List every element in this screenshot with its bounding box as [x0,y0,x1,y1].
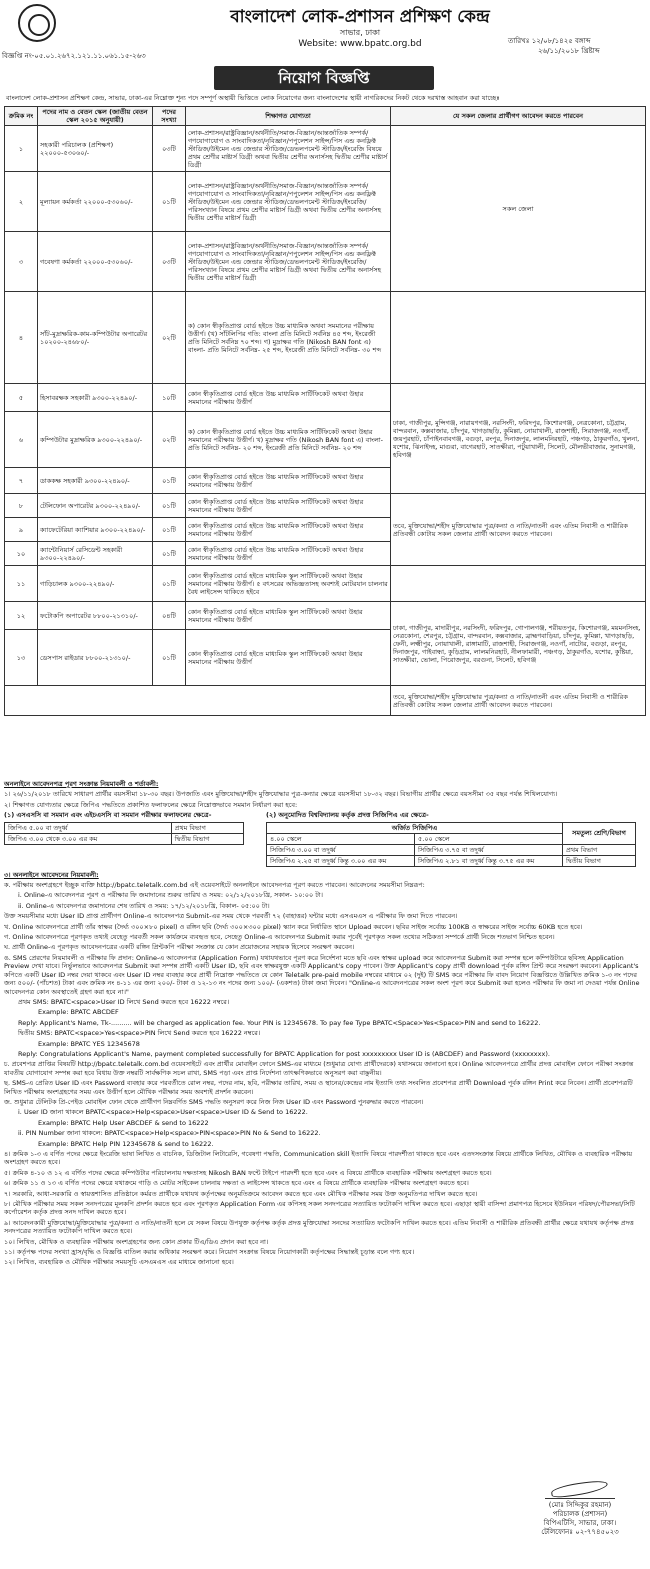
row-qualification: লোক-প্রশাসন/রাষ্ট্রবিজ্ঞান/অর্থনীতি/সমাজ-বিজ্ঞান/আন্তর্জাতিক সম্পর্ক/গণযোগাযোগ ও সাংবাদিকতা/নৃবিজ্ঞান/পপুলেশন সাইন্স/পিস এন্ড কনফ্লিক্ট স্টাডিজ/উইমেন এন্ড জেন্ডার স্টাডিজ/ডেভলপমেন্ট স্টাডিজ/ইংরেজি/পরিসংখ্যান বিষয়ে প্রথম শ্রেণীর মাষ্টার্স ডিগ্রী অথবা দ্বিতীয় শ্রেণীর অনার্সসহ দ্বিতীয় শ্রেণীর মাষ্টার্স ডিগ্রী [186,172,391,232]
ssc-hsc-table [4,822,244,845]
row-count: ০১টি [153,518,186,542]
date-bangla: ১২/০৮/১৪২৫ বঙ্গাব্দ [531,37,591,45]
header-districts: যে সকল জেলার প্রার্থীগণ আবেদন করতে পারবেন [391,107,646,126]
condition-5: ৫। ক্রমিক ৪-১০ ও ১২ এ বর্ণিত পদের ক্ষেত্রে কম্পিউটার পরিচালনায় দক্ষতাসহ Nikosh BAN ফন্টে টাইপে পারদর্শী হতে হবে এবং এ বিষয়ে প্রার্থীকে ব্যবহারিক পরীক্ষায় অংশগ্রহণ করতে হবে। [4,1168,492,1177]
organization-name: বাংলাদেশ লোক-প্রশাসন প্রশিক্ষণ কেন্দ্র [230,7,490,27]
rule-h-ii: ii. PIN Number জানা থাকলে: BPATC<space>Help<space>PIN<space>PIN No & Send to 16222. [18,1129,321,1138]
scale-cell: ৫.০০ স্কেলে [415,833,563,844]
row-count: ০২টি [153,412,186,468]
row-serial: ১০ [5,542,38,566]
vacancy-table [4,106,646,716]
table-row [5,126,646,172]
scale-cell: ৪.০০ স্কেলে [267,833,415,844]
row-qualification: কোন স্বীকৃতিপ্রাপ্ত বোর্ড হইতে মাধ্যমিক স্কুল সার্টিফিকেট অথবা উহার সমমানের পরীক্ষায় উত্তীর্ণ। ৫ বৎসরের অভিজ্ঞতাসহ অবশ্যই মোটরযান চালনার বৈধ লাইসেন্স থাকিতে হইবে [186,566,391,602]
row-qualification: কোন স্বীকৃতিপ্রাপ্ত বোর্ড হইতে উচ্চ মাধ্যমিক সার্টিফিকেট অথবা উহার সমমানের পরীক্ষায় উত্তীর্ণ [186,494,391,518]
condition-2: ২। শিক্ষাগত যোগ্যতার ক্ষেত্রে জিপিএ পদ্ধতিতে প্রকাশিত ফলাফলের ক্ষেত্রে নিম্নোক্তভাবে সমমান নির্ধারণ করা হবে: [4,800,298,809]
row-post: গবেষণা কর্মকর্তা ২২০০০-৫৩০৬০/- [38,232,153,292]
date-english: ২৬/১১/২০১৮ খ্রিষ্টাব্দ [538,47,600,55]
row-count: ১০টি [153,384,186,412]
cgpa-cell: সিজিপিএ ২.২৫ বা তদুর্ধ্ব কিন্তু ৩.০০ এর কম [267,855,415,866]
row-qualification: কোন স্বীকৃতিপ্রাপ্ত বোর্ড হইতে মাধ্যমিক স্কুল সার্টিফিকেট অথবা উহার সমমানের পরীক্ষায় উত্তীর্ণ [186,602,391,630]
row-qualification: কোন স্বীকৃতিপ্রাপ্ত বোর্ড হইতে উচ্চ মাধ্যমিক সার্টিফিকেট অথবা উহার সমমানের পরীক্ষায় উত্তীর্ণ [186,468,391,494]
date-label: তারিখঃ [508,37,530,45]
row-serial: ৩ [5,232,38,292]
notice-title: নিয়োগ বিজ্ঞপ্তি [214,66,434,90]
row-count: ০৩টি [153,126,186,172]
cgpa-cell: সিজিপিএ ৩.৭৫ বা তদুর্ধ্ব [415,844,563,855]
cgpa-block [266,811,636,866]
row-count: ০১টি [153,630,186,686]
rule-g: ছ. SMS-এ প্রেরিত User ID এবং Password ব্যবহার করে পরবর্তীতে রোল নম্বর, পদের নাম, ছবি, পরীক্ষার তারিখ, সময় ও স্থানের/কেন্দ্রের নাম ইত্যাদি তথ্য সংবলিত প্রবেশপত্র প্রার্থী Download পূর্বক রঙ্গিন Print করে নিবেন। প্রার্থী প্রবেশপত্রটি লিখিত পরীক্ষায় অংশগ্রহণের সময় এবং উত্তীর্ণ হলে মৌখিক পরীক্ষার সময় অবশ্যই প্রদর্শন করবেন। [4,1079,633,1096]
table-row [5,494,646,518]
row-serial: ১৩ [5,630,38,686]
bpatc-logo-icon [18,4,56,42]
website-text: Website: www.bpatc.org.bd [298,39,422,49]
grade-cell: জিপিএ ৩.০০ থেকে ৩.০০ এর কম [5,833,172,844]
gpa-tables [4,811,646,866]
row-serial: ৮ [5,494,38,518]
condition-4: ৪। ক্রমিক ১-৩ এ বর্ণিত পদের ক্ষেত্রে ইংরেজি ভাষা লিখিত ও বাচনিক, ডিজিটাল লিটারেসি, গবেষণা পদ্ধতি, Communication skill ইত্যাদি বিষয়ে পারদর্শীতা থাকতে হবে এবং এতদসংক্রান্ত বিষয়ে প্রার্থীকে লিখিত, মৌখিক ও ব্যবহারিক পরীক্ষায় অংশগ্রহণ করতে হবে। [4,1150,633,1167]
row-post: ডাককক্ষ সহকারী ৯৩০০-২২৪৯০/- [38,468,153,494]
row-qualification: কোন স্বীকৃতিপ্রাপ্ত বোর্ড হইতে উচ্চ মাধ্যমিক সার্টিফিকেট অথবা উহার সমমানের পরীক্ষায় উত্তীর্ণ [186,542,391,566]
row-count: ০১টি [153,542,186,566]
rule-f: চ. প্রবেশপত্র প্রাপ্তির বিষয়টি http://bpatc.teletalk.com.bd ওয়েবসাইটে এবং প্রার্থীর মোবাইল ফোনে SMS-এর মাধ্যমে (শুধুমাত্র যোগ্য প্রার্থীদেরকে) যথাসময়ে জানানো হবে। Online আবেদনপত্রে প্রার্থীর প্রদত্ত মোবাইল ফোনে পরীক্ষা সংক্রান্ত যাবতীয় যোগাযোগ সম্পন্ন করা হবে বিধায় উক্ত নম্বরটি সার্বক্ষণিক সচল রাখা, SMS পড়া এবং প্রাপ্ত নির্দেশনা তাৎক্ষণিকভাবে অনুসরণ করা বাঞ্ছনীয়। [4,1060,634,1077]
row-serial: ৭ [5,468,38,494]
row-qualification: কোন স্বীকৃতিপ্রাপ্ত বোর্ড হইতে উচ্চ মাধ্যমিক সার্টিফিকেট অথবা উহার সমমানের পরীক্ষায় উত্তীর্ণ [186,384,391,412]
row-serial: ৫ [5,384,38,412]
conditions-section [4,780,646,1269]
table-header-row [5,107,646,126]
row-post: হিসাবরক্ষক সহকারী ৯৩০০-২২৪৯০/- [38,384,153,412]
rule-d: ঘ. প্রার্থী Online-এ পূরণকৃত আবেদনপত্রের একটি রঙ্গিন প্রিন্টকপি পরীক্ষা সংক্রান্ত যে কোন প্রয়োজনের সহায়ক হিসেবে সংরক্ষণ করবেন। [4,943,355,952]
empty-row-cell [5,686,391,716]
sms1-example: Example: BPATC ABCDEF [38,1008,119,1017]
row-count: ০১টি [153,172,186,232]
row-qualification: লোক-প্রশাসন/রাষ্ট্রবিজ্ঞান/অর্থনীতি/সমাজ-বিজ্ঞান/আন্তর্জাতিক সম্পর্ক/গণযোগাযোগ ও সাংবাদিকতা/নৃবিজ্ঞান/পপুলেশন সাইন্স/পিস এন্ড কনফ্লিক্ট স্টাডিজ/উইমেন এন্ড জেন্ডার স্টাডিজ/ডেভলপমেন্ট স্টাডিজ/ইংরেজি/পরিসংখ্যান বিষয়ে প্রথম শ্রেণীর মাষ্টার্স ডিগ্রী অথবা দ্বিতীয় শ্রেণীর অনার্সসহ দ্বিতীয় শ্রেণীর মাষ্টার্স ডিগ্রী [186,232,391,292]
cgpa-head: অর্জিত সিজিপিএ [267,822,563,833]
row-serial: ৬ [5,412,38,468]
table-row [5,833,244,844]
row-serial: ২ [5,172,38,232]
row-post: গাড়িচালক ৯৩০০-২২৪৯০/- [38,566,153,602]
condition-12: ১২। লিখিত, ব্যবহারিক ও মৌখিক পরীক্ষার সময়সূচি এসএমএস এর মাধ্যমে জানানো হবে। [4,1258,234,1267]
division-cell: প্রথম বিভাগ [563,844,636,855]
empty-district-cell [391,566,646,602]
row-serial: ৪ [5,292,38,384]
sms1-reply: Reply: Applicant's Name, Tk-.......... will be charged as application fee. Your PIN is 12345678. To pay fee Type BPATC<Space>Yes<Space>PIN and send to 16222. [18,1018,541,1027]
intro-text: বাংলাদেশ লোক-প্রশাসন প্রশিক্ষণ কেন্দ্র, সাভার, ঢাকা-এর নিম্নোক্ত শূন্য পদে সম্পূর্ণ অস্থায়ী ভিত্তিতে লোক নিয়োগের জন্য বাংলাদেশের স্থায়ী নাগরিকদের নিকট থেকে দরখাস্ত আহবান করা যাচ্ছেঃ [6,94,500,102]
table-row [5,686,646,716]
condition-8: ৮। মৌখিক পরীক্ষার সময় সকল সনদপত্রের মূলকপি প্রদর্শন করতে হবে এবং পূরণকৃত Application Form এর কপিসহ সকল সনদপত্রের সত্যায়িত ফটোকপি দাখিল করতে হবে। এছাড়া স্থায়ী বাসিন্দা প্রমাণপত্র হিসেবে ইউনিয়ন পরিষদ/পৌরসভা/সিটি কর্পোরেশন কর্তৃক প্রদত্ত সনদ দাখিল করতে হবে। [4,1200,635,1217]
table-row [5,384,646,412]
row-qualification: ক) কোন স্বীকৃতিপ্রাপ্ত বোর্ড হইতে উচ্চ মাধ্যমিক সার্টিফিকেট অথবা উহার সমমানের পরীক্ষায় উত্তীর্ণ। খ) মুদ্রাক্ষর গতি (Nikosh BAN font এ) বাংলা- প্রতি মিনিটে সর্বনিম্ন- ২০ শব্দ, ইংরেজী প্রতি মিনিটে সর্বনিম্ন- ২০ শব্দ [186,412,391,468]
sms2-example: Example: BPATC YES 12345678 [38,1039,140,1048]
ssc-hsc-title: (১) এসএসসি বা সমমান এবং এইচএসসি বা সমমান পরীক্ষার ফলাফলের ক্ষেত্রে- [4,811,212,820]
district-quota-b: তবে, মুক্তিযোদ্ধা/শহীদ মুক্তিযোদ্ধার পুত্র/কন্যা ও নাতি/নাতনী এবং এতিম নিবাসী ও শারীরিক প্রতিবন্ধী কোটায় সকল জেলার প্রার্থী আবেদন করতে পারবেন। [391,686,646,716]
row-qualification: কোন স্বীকৃতিপ্রাপ্ত বোর্ড হইতে মাধ্যমিক স্কুল সার্টিফিকেট অথবা উহার সমমানের পরীক্ষায় উত্তীর্ণ [186,630,391,686]
condition-11: ১১। কর্তৃপক্ষ পদের সংখ্যা হ্রাস/বৃদ্ধি ও বিজ্ঞপ্তি বাতিল করার অধিকার সংরক্ষণ করে। নিয়োগ সংক্রান্ত বিষয়ে নিয়োগকারী কর্তৃপক্ষের সিদ্ধান্তই চূড়ান্ত বলে গণ্য হবে। [4,1248,415,1257]
header-count: পদের সংখ্যা [153,107,186,126]
signature-icon [545,1480,615,1499]
rule-c: গ. Online আবেদনপত্রে পূরণকৃত তথ্যই যেহেতু পরবর্তী সকল কার্যক্রমে ব্যবহৃত হবে, সেহেতু Online-এ আবেদনপত্র Submit করার পূর্বেই পূরণকৃত সকল তথ্যের সঠিকতা সম্পর্কে প্রার্থী নিজে শতভাগ নিশ্চিত হবেন। [4,933,555,942]
rule-a-start: i. Online-এ আবেদনপত্র পূরণ ও পরীক্ষার ফি জমাদানের শুরুর তারিখ ও সময়: ০২/১২/২০১৮খ্রি, সকাল- ১০:০০ টা। [18,891,323,900]
row-post: সাঁট-মুদ্রাক্ষরিক-কাম-কম্পিউটার অপারেটর ১০২০০-২৪৬৮০/- [38,292,153,384]
table-row [5,292,646,384]
row-qualification: কোন স্বীকৃতিপ্রাপ্ত বোর্ড হইতে উচ্চ মাধ্যমিক সার্টিফিকেট অথবা উহার সমমানের পরীক্ষায় উত্তীর্ণ [186,518,391,542]
ssc-hsc-block [4,811,254,866]
row-qualification: ক) কোন স্বীকৃতিপ্রাপ্ত বোর্ড হইতে উচ্চ মাধ্যমিক অথবা সমমানের পরীক্ষায় উত্তীর্ণ। (খ) সাঁটলিপির গতি: বাংলা প্রতি মিনিটে সর্বনিম্ন ৪৫ শব্দ, ইংরেজী প্রতি মিনিটে সর্বনিম্ন ৭০ শব্দ। গ) মুদ্রাক্ষর গতি (Nikosh BAN font এ) বাংলা- প্রতি মিনিটে সর্বনিম্ন- ২৫ শব্দ, ইংরেজী প্রতি মিনিটে সর্বনিম্ন- ৩০ শব্দ [186,292,391,384]
row-serial: ১ [5,126,38,172]
sms2-reply: Reply: Congratulations Applicant's Name, payment completed successfully for BPATC Application for post xxxxxxxxx User ID is (ABCDEF) and Password (xxxxxxxx). [18,1049,550,1058]
row-post: সহকারী পরিচালক (প্রশিক্ষণ) ২২০০০-৫৩০৬০/- [38,126,153,172]
cgpa-cell: সিজিপিএ ৩.০০ বা তদুর্ধ্ব [267,844,415,855]
row-post: টেলিফোন অপারেটর ৯৩০০-২২৪৯০/- [38,494,153,518]
equivalent-head: সমতুল্য শ্রেণি/বিভাগ [563,822,636,844]
condition-9: ৯। আবেদনকারী মুক্তিযোদ্ধা/মুক্তিযোদ্ধার পুত্র/কন্যা ও নাতি/নাতনী হলে যে সকল বিষয়ে উপযুক্ত কর্তৃপক্ষ কর্তৃক প্রদত্ত মুক্তিযোদ্ধা সনদের সত্যায়িত ফটোকপি দাখিল করতে হবে। এতিম নিবাসী ও শারীরিক প্রতিবন্ধী প্রার্থীর ক্ষেত্রে যথাযথ কর্তৃপক্ষ প্রদত্ত সনদপত্রের সত্যায়িত ফটোকপি দাখিল করতে হবে। [4,1218,634,1236]
rule-e: ঙ. SMS প্রেরণের নিয়মাবলী ও পরীক্ষার ফি প্রদান: Online-এ আবেদনপত্র (Application Form) যথাযথভাবে পূরণ করে নির্দেশনা মতে ছবি এবং স্বাক্ষর upload করে আবেদনপত্র Submit করা সম্পন্ন হলে কম্পিউটারে ছবিসহ Application Preview দেখা যাবে। নির্ভুলভাবে আবেদনপত্র Submit করা সম্পন্ন প্রার্থী একটি User ID, ছবি এবং স্বাক্ষরযুক্ত একটি Applicant's copy পাবেন। উক্ত Applicant's copy প্রার্থী download পূর্বক রঙ্গিন প্রিন্ট করে সংরক্ষণ করবেন। Applicant's কপিতে একটি User ID নম্বর দেয়া থাকবে এবং User ID নম্বর ব্যবহার করে প্রার্থী নিম্নোক্ত পদ্ধতিতে যে কোন Teletalk pre-paid mobile নম্বরের মাধ্যমে ০২ (দুই) টি SMS করে পরীক্ষার ফি বাবদ নিয়োগ বিজ্ঞপ্তিতে উল্লিখিত ক্রমিক ১-৩ নং পদের জন্য ৫০০/- (পাঁচশত) টাকা এবং ক্রমিক নং ৪-১১ এর জন্য ২০০/- টাকা ও ১২-১৩ নং পদের জন্য ১০০/- (একশত) টাকা জমা দিবেন। "Online-এ আবেদনপত্রের সকল অংশ পূরণ করে Submit করা হলেও পরীক্ষার ফি জমা না দেওয়া পর্যন্ত Online আবেদনপত্র কোন অবস্থাতেই গ্রহণ করা হবে না।" [4,953,640,996]
row-post: ফটোকপি অপারেটর ৮৮০০-২১৩১০/- [38,602,153,630]
district-all-cell: সকল জেলা [391,126,646,292]
row-post: মূল্যায়ন কর্মকর্তা ২২০০০-৫৩০৬০/- [38,172,153,232]
rule-h: জ. শুধুমাত্র টেলিটক প্রি-পেইড মোবাইল ফোন থেকে প্রার্থীগণ নিম্নবর্ণিত SMS পদ্ধতি অনুসরণ করে নিজ নিজ User ID এবং Password পুনরুদ্ধার করতে পারবেন। [4,1097,424,1106]
organization-city: সাভার, ঢাকা [339,28,381,37]
row-count: ০২টি [153,292,186,384]
row-post: কম্পিউটার মুদ্রাক্ষরিক ৯৩০০-২২৪৯০/- [38,412,153,468]
row-count: ০১টি [153,468,186,494]
table-row [267,844,636,855]
sms2-label: দ্বিতীয় SMS: BPATC<space>Yes<space>PIN লিখে Send করতে হবে 16222 নম্বরে। [18,1029,261,1038]
rule-h-ii-example: Example: BPATC Help PIN 12345678 & send to 16222. [38,1139,214,1148]
condition-1: ১। ২৬/১১/২০১৮ তারিখে সাধারণ প্রার্থীর বয়সসীমা ১৮-৩০ বছর। উপজাতি এবং মুক্তিযোদ্ধা/শহীদ মুক্তিযোদ্ধার পুত্র-কন্যার ক্ষেত্রে বয়সসীমা ১৮-৩২ বছর। বিভাগীয় প্রার্থীর ক্ষেত্রে বয়সসীমা ৩৫ বছর পর্যন্ত শিথিলযোগ্য। [4,790,558,799]
date-block [508,36,600,56]
rule-a-end: ii. Online-এ আবেদনপত্র জমাদানের শেষ তারিখ ও সময়: ১৭/১২/২০১৮খ্রি, বিকাল- ০৫:০০ টা। [18,901,270,910]
division-cell: দ্বিতীয় বিভাগ [563,855,636,866]
signatory-org: বিপিএটিসি, সাভার, ঢাকা। [543,1519,617,1527]
rule-h-i: i. User ID জানা থাকলে BPATC<space>Help<space>User<space>User ID & Send to 16222. [18,1108,308,1117]
row-count: ০১টি [153,494,186,518]
table-row [5,566,646,602]
header-qualification: শিক্ষাগত যোগ্যতা [186,107,391,126]
rule-b: খ. Online আবেদনপত্রে প্রার্থী তাঁর স্বাক্ষর (দৈর্ঘ্য ৩০০×৮০ pixel) ও রঙ্গিন ছবি (দৈর্ঘ্য ৩০০×৩০০ pixel) স্ক্যান করে নির্ধারিত স্থানে Upload করবেন। ছবির সাইজ সর্বোচ্চ 100KB ও স্বাক্ষরের সাইজ সর্বোচ্চ 60KB হতে হবে। [4,922,583,931]
application-rules-heading: ৩। অনলাইনে আবেদনের নিয়মাবলী: [4,870,99,879]
table-row [267,822,636,833]
condition-7: ৭। সরকারি, আধা-সরকারি ও স্বায়ত্তশাসিত প্রতিষ্ঠানে কর্মরত প্রার্থীকে যথাযথ কর্তৃপক্ষের অনুমতিক্রমে আবেদন করতে হবে এবং মৌখিক পরীক্ষার সময় উক্ত অনুমতিপত্র দাখিল করতে হবে। [4,1189,478,1198]
district-quota-a: তবে, মুক্তিযোদ্ধা/শহীদ মুক্তিযোদ্ধার পুত্র/কন্যা ও নাতি/নাতনী এবং এতিম নিবাসী ও শারীরিক প্রতিবন্ধী কোটায় সকল জেলার প্রার্থী আবেদন করতে পারবেন। [391,494,646,566]
header-post: পদের নাম ও বেতন স্কেল (জাতীয় বেতন স্কেল ২০১৫ অনুযায়ী) [38,107,153,126]
rule-h-i-example: Example: BPATC Help User ABCDEF & send to 16222 [38,1118,209,1127]
row-qualification: লোক-প্রশাসন/রাষ্ট্রবিজ্ঞান/অর্থনীতি/সমাজ-বিজ্ঞান/আন্তর্জাতিক সম্পর্ক/গণযোগাযোগ ও সাংবাদিকতা/নৃবিজ্ঞান/পপুলেশন সাইন্স/পিস এন্ড কনফ্লিক্ট স্টাডিজ/উইমেন এন্ড জেন্ডার স্টাডিজ/ডেভলপমেন্ট স্টাডিজ/ইংরেজি বিষয়ে প্রথম শ্রেণীর মাষ্টার্স ডিগ্রী অথবা দ্বিতীয় শ্রেণীর অনার্সসহ দ্বিতীয় শ্রেণীর মাষ্টার্স ডিগ্রী [186,126,391,172]
signatory-title: পরিচালক (প্রশাসন) [552,1510,608,1518]
division-cell: প্রথম বিভাগ [171,822,243,833]
row-post: ক্যাফেটেরিয়া ক্যাশিয়ার ৯৩০০-২২৪৯০/- [38,518,153,542]
condition-6: ৬। ক্রমিক ১১ ও ১৩ এ বর্ণিত পদের ক্ষেত্রে যথাক্রমে গাড়ি ও মোটর সাইকেল চালনায় দক্ষতা ও লাইসেন্স থাকতে হবে এবং এ বিষয়ে প্রার্থীকে ব্যবহারিক পরীক্ষায় অংশগ্রহণ করতে হবে। [4,1179,469,1188]
row-count: ০১টি [153,566,186,602]
signatory-name: (মোঃ সিদ্দিকুর রহমান) [548,1501,612,1509]
row-post: ক্যান্টোনিয়ার্স রেসিডেন্ট সহকারী ৯৩০০-২২৪৯০/- [38,542,153,566]
table-row [5,822,244,833]
empty-district-cell [391,292,646,384]
row-serial: ৯ [5,518,38,542]
signature-block [520,1480,640,1537]
table-row [5,602,646,630]
rule-a: ক. পরীক্ষায় অংশগ্রহণে ইচ্ছুক ব্যক্তি http://bpatc.teletalk.com.bd এই ওয়েবসাইটে অনলাইনে আবেদনপত্র পূরণ করতে পারবেন। আবেদনের সময়সীমা নিম্নরূপ: [4,881,425,890]
conditions-heading: অনলাইনে আবেদনপত্র পূরণ সংক্রান্ত নিয়মাবলী ও শর্তাবলী: [4,780,159,788]
header-serial: ক্রমিক নং [5,107,38,126]
division-cell: দ্বিতীয় বিভাগ [171,833,243,844]
cgpa-cell: সিজিপিএ ২.৮১ বা তদুর্ধ্ব কিন্তু ৩.৭৫ এর কম [415,855,563,866]
district-list-a: ঢাকা, গাজীপুর, মুন্সিগঞ্জ, নারায়ণগঞ্জ, নরসিংদী, ফরিদপুর, কিশোরগঞ্জ, নেত্রকোনা, চট্টগ্রাম, বান্দরবান, কক্সবাজার, চাঁদপুর, খাগড়াছড়ি, কুমিল্লা, নোয়াখালী, রাজশাহী, সিরাজগঞ্জ, নওগাঁ, জয়পুরহাট, চাঁপাইনবাবগঞ্জ, বগুড়া, রংপুর, দিনাজপুর, লালমনিরহাট, পঞ্চগড়, ঠাকুরগাঁও, খুলনা, যশোর, ঝিনাইদহ, মাগুরা, বাগেরহাট, সাতক্ষীরা, পটুয়াখালী, সিলেট, মৌলভীবাজার, সুনামগঞ্জ, হবিগঞ্জ [391,384,646,494]
row-count: ০৪টি [153,602,186,630]
row-serial: ১২ [5,602,38,630]
signatory-phone: টেলিফোনঃ ০২-৭৭৪৫০২৩ [541,1528,619,1536]
cgpa-title: (২) অনুমোদিত বিশ্ববিদ্যালয় কর্তৃক প্রদত্ত সিজিপিএ এর ক্ষেত্রে- [266,811,429,820]
row-count: ০৩টি [153,232,186,292]
sms1-label: প্রথম SMS: BPATC<space>User ID লিখে Send করতে হবে 16222 নম্বরে। [18,997,230,1006]
district-list-b: ঢাকা, গাজীপুর, মাদারীপুর, নরসিংদী, ফরিদপুর, গোপালগঞ্জ, শরীয়তপুর, কিশোরগঞ্জ, ময়মনসিংহ, নেত্রকোনা, শেরপুর, চট্টগ্রাম, বান্দরবান, কক্সবাজার, ব্রাহ্মণবাড়িয়া, চাঁদপুর, কুমিল্লা, খাগড়াছড়ি, ফেনী, লক্ষ্মীপুর, নোয়াখালী, রাঙ্গামাটি, রাজশাহী, সিরাজগঞ্জ, নওগাঁ, নাটোর, বগুড়া, রংপুর, দিনাজপুর, গাইবান্ধা, কুড়িগ্রাম, লালমনিরহাট, নীলফামারী, পঞ্চগড়, ঠাকুরগাঁও, যশোর, কুষ্টিয়া, সাতক্ষীরা, ভোলা, পিরোজপুর, বরগুনা, সিলেট, হবিগঞ্জ [391,602,646,686]
table-row [267,855,636,866]
row-post: ডেসপাস রাইডার ৮৮০০-২১৩১০/- [38,630,153,686]
reference-number: বিজ্ঞপ্তি নং-০৫.০১.২৬৭২.১২১.১১.০৬১.১৫-২৬৩ [2,52,146,60]
grade-cell: জিপিএ ৫.০০ বা তদুর্ধ্ব [5,822,172,833]
condition-10: ১০। লিখিত, মৌখিক ও ব্যবহারিক পরীক্ষায় অংশগ্রহণের জন্য কোন প্রকার টিএ/ডিএ প্রদান করা হবে না। [4,1237,269,1246]
rule-a-note: উক্ত সময়সীমার মধ্যে User ID প্রাপ্ত প্রার্থীগণ Online-এ আবেদনপত্র Submit-এর সময় থেকে পরবর্তী ৭২ (বাহাত্তর) ঘন্টার মধ্যে এসএমএস এ পরীক্ষার ফি জমা দিতে পারবেন। [4,912,458,921]
cgpa-table [266,822,636,867]
header [0,0,650,66]
row-serial: ১১ [5,566,38,602]
